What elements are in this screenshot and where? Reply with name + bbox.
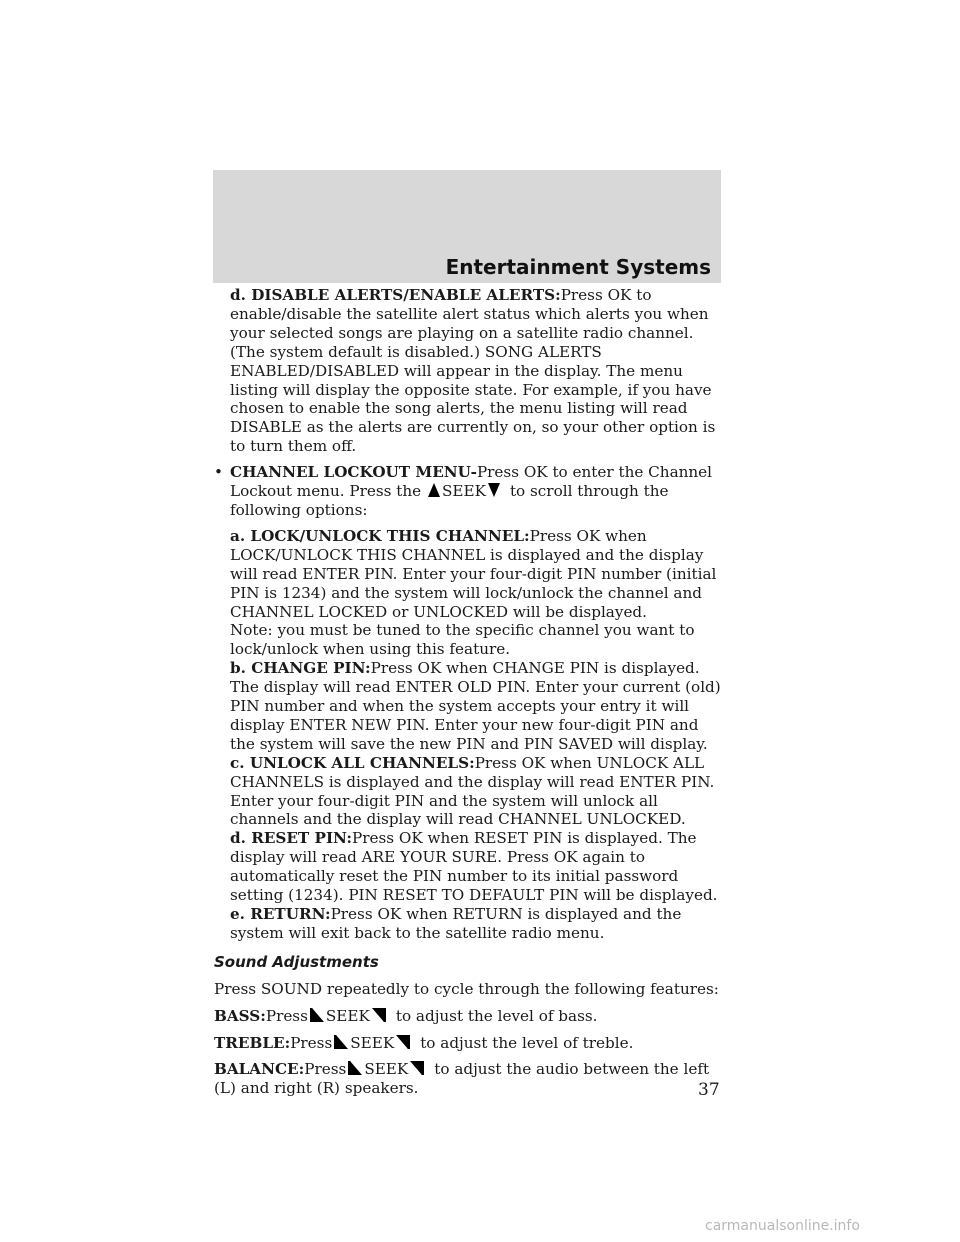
- lockout-item-d: [230, 829, 724, 905]
- seek-next-icon: [372, 1008, 386, 1022]
- seek-next-icon: [396, 1035, 410, 1049]
- lockout-item-b: [230, 659, 724, 754]
- alerts-paragraph: [214, 286, 724, 456]
- seek-prev-icon: [348, 1061, 362, 1075]
- alerts-label: d. DISABLE ALERTS/ENABLE ALERTS:: [230, 286, 561, 304]
- section-header-band: [213, 170, 721, 283]
- seek-label: SEEK: [442, 482, 486, 501]
- treble-seek: SEEK: [350, 1033, 395, 1052]
- lockout-item-c-text: Press OK when UNLOCK ALL CHANNELS is displayed and the display will read ENTER PIN. Enter your four-digit PIN and the system will unlock all channels and the display will read CHANNEL UNLOCKED.: [230, 753, 715, 829]
- seek-up-arrow-icon: [428, 483, 440, 497]
- lockout-note: [230, 621, 724, 659]
- lockout-item-a: [230, 527, 724, 622]
- channel-lockout-text2: to scroll through the following options:: [230, 482, 669, 519]
- balance-seek: SEEK: [364, 1060, 409, 1079]
- section-title: Entertainment Systems: [445, 255, 711, 279]
- lockout-item-c-label: c. UNLOCK ALL CHANNELS:: [230, 753, 475, 772]
- page-content: [214, 286, 724, 1098]
- balance-text: to adjust the audio between the left (L) and right (R) speakers.: [214, 1060, 710, 1098]
- balance-press: Press: [304, 1060, 347, 1079]
- bass-text: to adjust the level of bass.: [395, 1006, 598, 1025]
- lockout-item-c: [230, 754, 724, 830]
- sound-intro: Press SOUND repeatedly to cycle through the following features:: [214, 979, 719, 998]
- channel-lockout-intro: [230, 463, 724, 520]
- bass-press: Press: [265, 1006, 308, 1025]
- treble-text: to adjust the level of treble.: [420, 1033, 634, 1052]
- page-number: 37: [698, 1080, 720, 1100]
- channel-lockout-text1: Press OK to enter the Channel Lockout menu. Press the: [230, 463, 713, 501]
- bullet-dot: •: [214, 463, 223, 482]
- lockout-item-e: [230, 905, 724, 943]
- sound-feature-balance: [214, 1060, 724, 1098]
- channel-lockout-bullet: [214, 463, 724, 943]
- lockout-item-e-text: Press OK when RETURN is displayed and the system will exit back to the satellite radio menu.: [230, 905, 682, 942]
- lockout-item-e-label: e. RETURN:: [230, 905, 331, 923]
- balance-label: BALANCE:: [214, 1060, 305, 1079]
- channel-lockout-body: [230, 463, 724, 943]
- lockout-item-d-text: Press OK when RESET PIN is displayed. The display will read ARE YOUR SURE. Press OK again to automatically reset the PIN number to its initial password setting (1234). PIN RESET TO DEFAULT PIN will be displayed.: [230, 829, 718, 905]
- watermark: carmanualsonline.info: [705, 1218, 860, 1234]
- bass-label: BASS:: [214, 1006, 266, 1025]
- bass-seek: SEEK: [325, 1006, 370, 1025]
- sound-feature-bass: [214, 1007, 724, 1026]
- seek-down-arrow-icon: [488, 483, 500, 497]
- treble-press: Press: [290, 1033, 333, 1052]
- seek-next-icon: [410, 1061, 424, 1075]
- lockout-item-a-text: Press OK when LOCK/UNLOCK THIS CHANNEL is displayed and the display will read ENTER PIN. Enter your four-digit PIN number (initial PIN is 1234) and the system will lock/unlock the channel and CHANNEL LOCKED or UNLOCKED will be displayed.: [230, 526, 717, 621]
- sound-feature-treble: [214, 1034, 724, 1053]
- channel-lockout-label: CHANNEL LOCKOUT MENU-: [230, 463, 477, 482]
- seek-prev-icon: [310, 1008, 324, 1022]
- lockout-item-a-label: a. LOCK/UNLOCK THIS CHANNEL:: [230, 526, 530, 545]
- seek-prev-icon: [334, 1035, 348, 1049]
- lockout-item-b-label: b. CHANGE PIN:: [230, 659, 371, 678]
- sound-adjustments-heading: Sound Adjustments: [214, 952, 379, 971]
- lockout-item-b-text: Press OK when CHANGE PIN is displayed. The display will read ENTER OLD PIN. Enter your current (old) PIN number and when the system accepts your entry it will display ENTER NEW PIN. Enter your new four-digit PIN and the system will save the new PIN and PIN SAVED will display.: [230, 659, 721, 753]
- lockout-item-d-label: d. RESET PIN:: [230, 829, 352, 848]
- lockout-note-text: Note: you must be tuned to the specific channel you want to lock/unlock when using this feature.: [230, 621, 695, 659]
- alerts-text: Press OK to enable/disable the satellite alert status which alerts you when your selected songs are playing on a satellite radio channel. (The system default is disabled.) SONG ALERTS ENABLED/DISABLED will appear in the display. The menu listing will display the opposite state. For example, if you have chosen to enable the song alerts, the menu listing will read DISABLE as the alerts are currently on, so your other option is to turn them off.: [230, 286, 716, 456]
- treble-label: TREBLE:: [214, 1033, 291, 1052]
